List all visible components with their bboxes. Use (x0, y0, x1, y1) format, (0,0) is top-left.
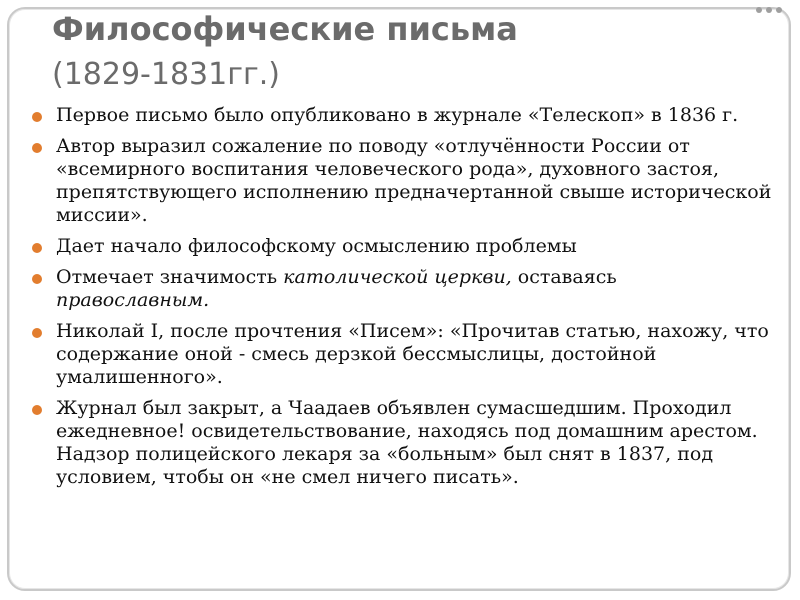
bullet-text: Николай I, после прочтения «Писем»: «Прочитав статью, нахожу, что содержание оной - смесь дерзкой бессмыслицы, достойной умалишенного». (56, 320, 769, 388)
bullet-dot-icon (32, 405, 42, 415)
corner-dots-icon (756, 7, 782, 13)
slide-title (52, 6, 752, 98)
title-main: Философические письма (52, 10, 518, 48)
bullet-dot-icon (32, 143, 42, 153)
bullet-text: Дает начало философскому осмыслению проблемы (56, 235, 577, 257)
bullet-text-middle: оставаясь (511, 266, 617, 288)
bullet-item-4 (32, 266, 772, 312)
bullet-text-before: Отмечает значимость (56, 266, 284, 288)
bullet-text-italic-church: католической церкви, (283, 266, 512, 288)
bullet-item-3 (32, 235, 772, 258)
bullet-item-2 (32, 135, 772, 227)
bullet-dot-icon (32, 112, 42, 122)
bullet-text: Первое письмо было опубликовано в журнале «Телескоп» в 1836 г. (56, 104, 739, 126)
bullet-item-6 (32, 397, 772, 489)
bullet-text-italic-orthodox: православным. (56, 289, 210, 311)
bullet-item-5 (32, 320, 772, 389)
bullet-text: Автор выразил сожаление по поводу «отлучённости России от «всемирного воспитания человеческого рода», духовного застоя, препятствующего исполнению предначертанной свыше исторической миссии». (56, 135, 772, 226)
bullet-dot-icon (32, 243, 42, 253)
title-years: (1829-1831гг.) (52, 57, 280, 92)
bullet-dot-icon (32, 274, 42, 284)
bullet-list (32, 104, 772, 497)
bullet-text: Журнал был закрыт, а Чаадаев объявлен сумасшедшим. Проходил ежедневное! освидетельствование, находясь под домашним арестом. Надзор полицейского лекаря за «больным» был снят в 1837, под условием, чтобы он «не смел ничего писать». (56, 397, 758, 488)
bullet-item-1 (32, 104, 772, 127)
bullet-dot-icon (32, 328, 42, 338)
